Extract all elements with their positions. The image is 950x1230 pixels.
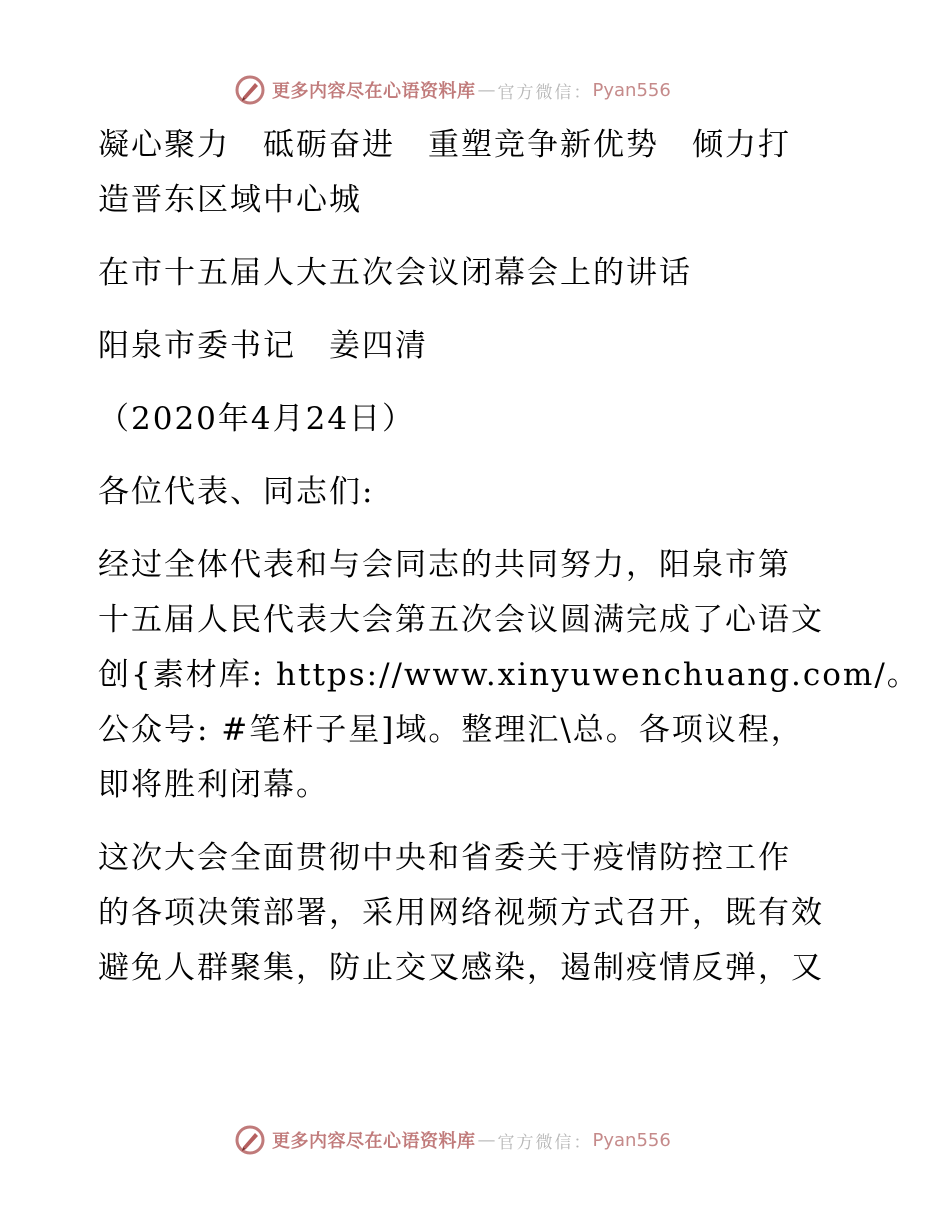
pen-circle-logo-icon (234, 1124, 266, 1156)
paragraph-1-line: 公众号: #笔杆子星]域。整理汇\总。各项议程， (98, 712, 804, 748)
watermark-main-text: 更多内容尽在心语资料库 (272, 1131, 476, 1152)
paragraph-1-line: 十五届人民代表大会第五次会议圆满完成了心语文 (98, 602, 824, 638)
paragraph-1 (98, 538, 920, 813)
title-line-2: 造晋东区域中心城 (98, 182, 362, 218)
watermark-label: 官方微信： (497, 82, 593, 103)
paragraph-2 (98, 831, 858, 996)
paragraph-2-line: 的各项决策部署，采用网络视频方式召开，既有效 (98, 895, 824, 931)
salutation: 各位代表、同志们: (98, 474, 375, 510)
paragraph-1-line: 创{素材库: https://www.xinyuwenchuang.com/。 (98, 657, 920, 693)
watermark-separator: — (477, 79, 496, 101)
speech-author: 阳泉市委书记 姜四清 (98, 328, 428, 364)
header-watermark (234, 72, 671, 108)
speech-subtitle: 在市十五届人大五次会议闭幕会上的讲话 (98, 255, 692, 291)
paragraph-2-line: 这次大会全面贯彻中央和省委关于疫情防控工作 (98, 840, 791, 876)
watermark-separator: — (477, 1129, 496, 1151)
watermark-label: 官方微信： (497, 1132, 593, 1153)
speech-date: （2020年4月24日） (98, 401, 416, 437)
paragraph-1-line: 即将胜利闭幕。 (98, 767, 329, 803)
document-body (98, 118, 920, 996)
paragraph-2-line: 避免人群聚集，防止交叉感染，遏制疫情反弹，又 (98, 950, 824, 986)
title-line-1: 凝心聚力 砥砺奋进 重塑竞争新优势 倾力打 (98, 127, 791, 163)
watermark-wechat-id: Pyan556 (592, 1129, 671, 1151)
paragraph-1-line: 经过全体代表和与会同志的共同努力，阳泉市第 (98, 547, 791, 583)
watermark-main-text: 更多内容尽在心语资料库 (272, 81, 476, 102)
footer-watermark (234, 1122, 671, 1158)
watermark-wechat-id: Pyan556 (592, 79, 671, 101)
pen-circle-logo-icon (234, 74, 266, 106)
